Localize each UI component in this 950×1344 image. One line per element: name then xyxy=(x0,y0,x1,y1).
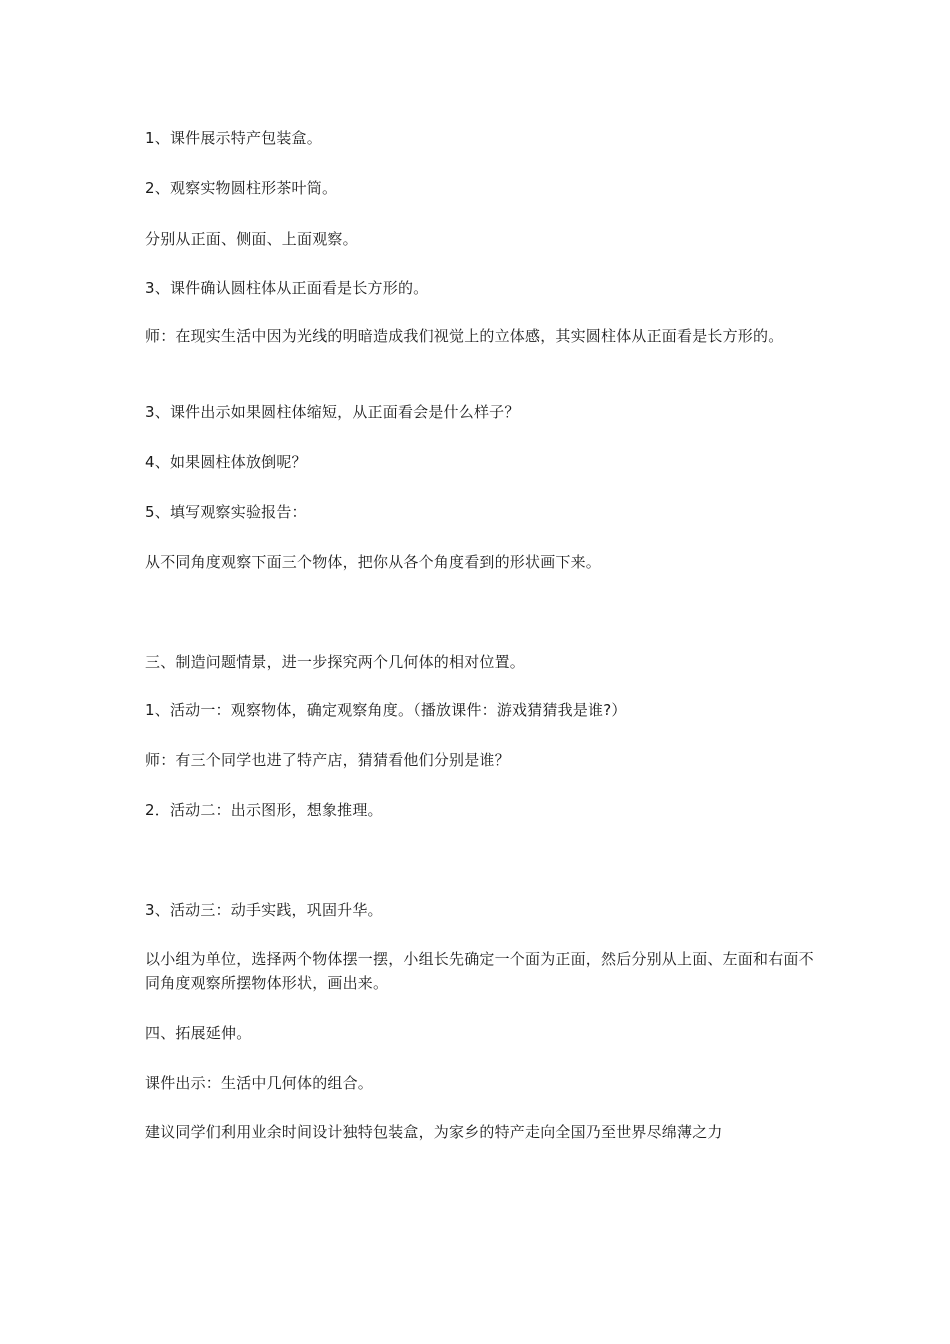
paragraph-5: 师：在现实生活中因为光线的明暗造成我们视觉上的立体感，其实圆柱体从正面看是长方形的。 xyxy=(145,327,784,345)
paragraph-17: 课件出示：生活中几何体的组合。 xyxy=(145,1074,374,1092)
paragraph-14: 3、活动三：动手实践，巩固升华。 xyxy=(145,901,383,919)
paragraph-11: 1、活动一：观察物体，确定观察角度。（播放课件：游戏猜猜我是谁?） xyxy=(145,701,627,719)
paragraph-9: 从不同角度观察下面三个物体，把你从各个角度看到的形状画下来。 xyxy=(145,553,602,571)
paragraph-4: 3、课件确认圆柱体从正面看是长方形的。 xyxy=(145,279,429,297)
paragraph-8: 5、填写观察实验报告： xyxy=(145,503,307,521)
paragraph-16: 四、拓展延伸。 xyxy=(145,1024,252,1042)
paragraph-3: 分别从正面、侧面、上面观察。 xyxy=(145,230,358,248)
paragraph-10: 三、制造问题情景，进一步探究两个几何体的相对位置。 xyxy=(145,653,526,671)
paragraph-18: 建议同学们利用业余时间设计独特包装盒，为家乡的特产走向全国乃至世界尽绵薄之力 xyxy=(145,1123,723,1141)
paragraph-15: 以小组为单位，选择两个物体摆一摆，小组长先确定一个面为正面，然后分别从上面、左面和右面不同角度观察所摆物体形状，画出来。 xyxy=(145,950,814,992)
paragraph-2: 2、观察实物圆柱形茶叶筒。 xyxy=(145,179,338,197)
paragraph-13: 2．活动二：出示图形，想象推理。 xyxy=(145,801,383,819)
paragraph-12: 师：有三个同学也进了特产店，猜猜看他们分别是谁？ xyxy=(145,751,510,769)
paragraph-7: 4、如果圆柱体放倒呢？ xyxy=(145,453,307,471)
paragraph-6: 3、课件出示如果圆柱体缩短，从正面看会是什么样子？ xyxy=(145,403,520,421)
paragraph-1: 1、课件展示特产包装盒。 xyxy=(145,129,322,147)
